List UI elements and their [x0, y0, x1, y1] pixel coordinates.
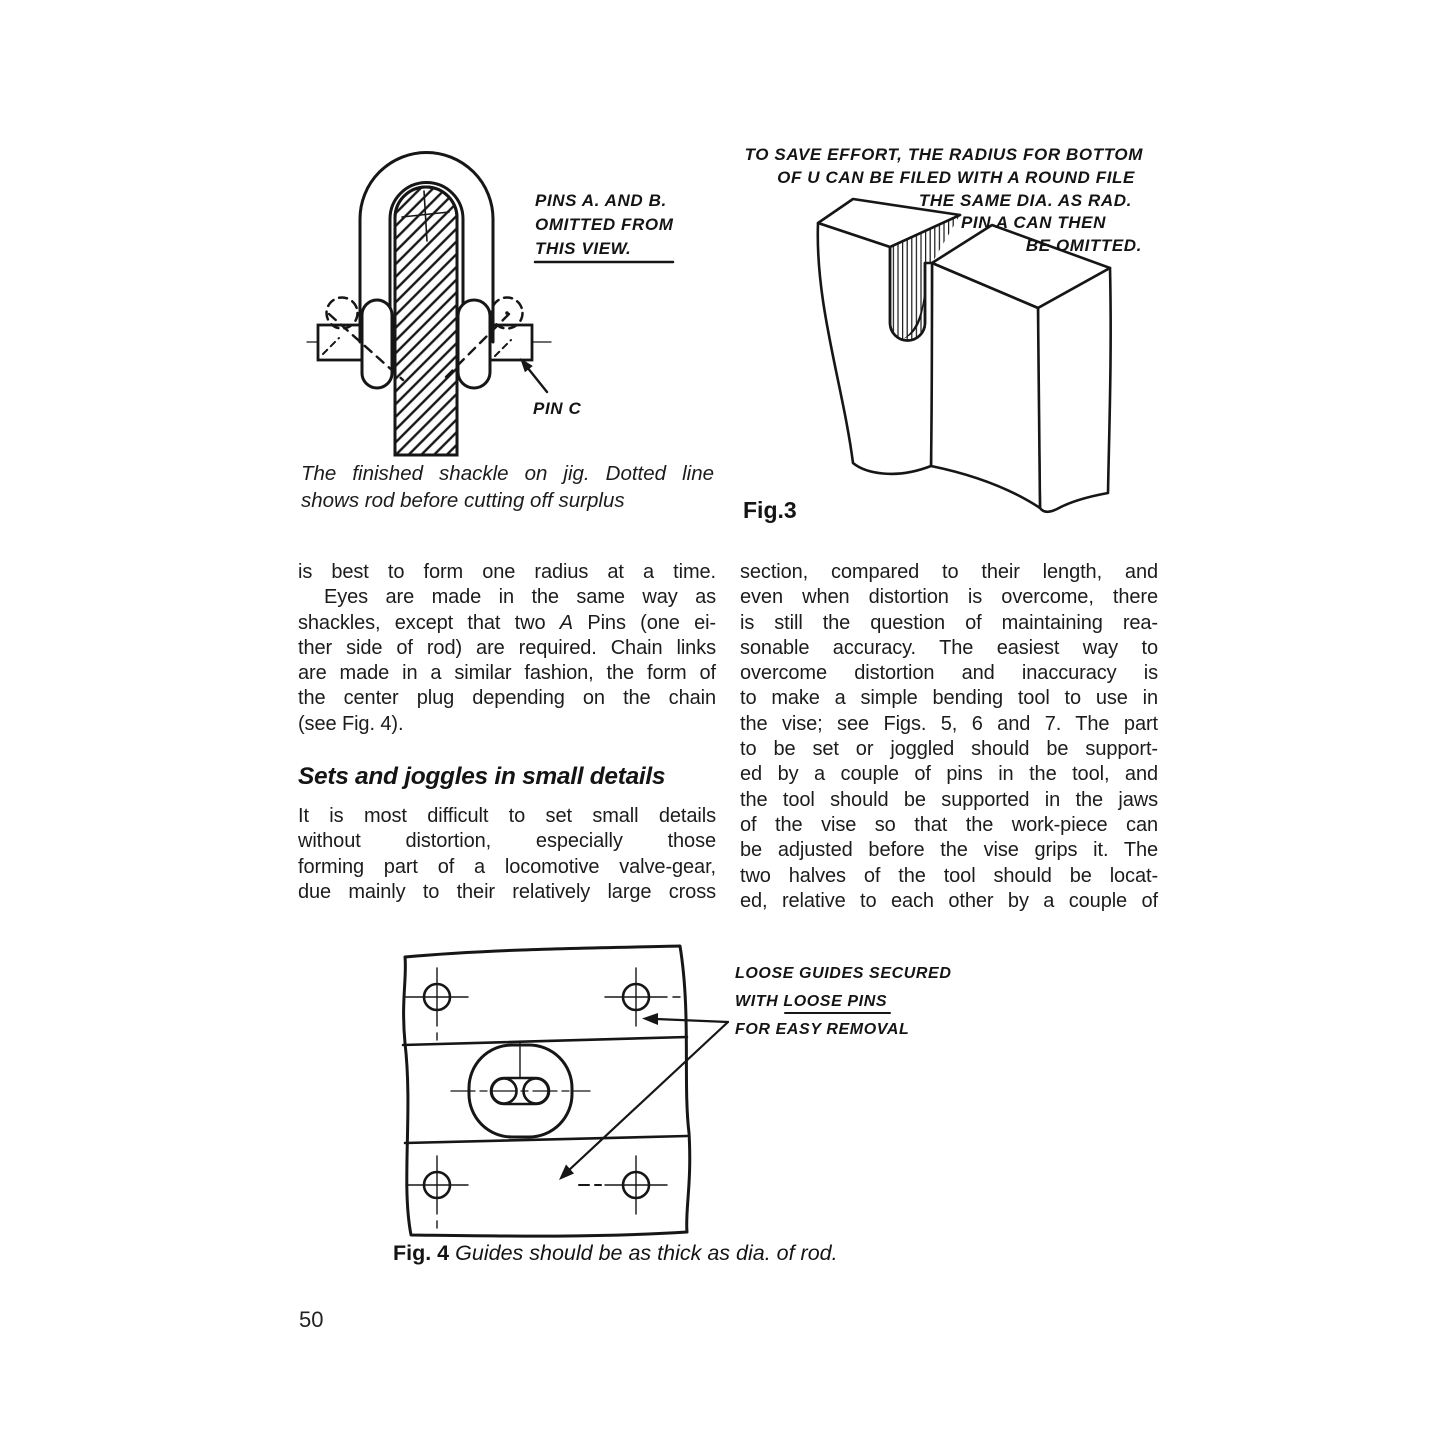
shackle-caption	[301, 461, 714, 514]
fig4-figure	[393, 933, 1125, 1265]
body-text-fragment: shackles, except that two	[298, 611, 560, 634]
fig3-note-line1: TO SAVE EFFORT, THE RADIUS FOR BOTTOM	[744, 145, 1143, 164]
body-line: forming part of a locomotive valve-gear,	[298, 855, 716, 878]
body-line	[298, 611, 716, 636]
body-line: the tool should be supported in the jaws	[740, 788, 1158, 811]
body-line: to make a simple bending tool to use in	[740, 687, 1158, 710]
pins-note-line2: OMITTED FROM	[535, 215, 674, 234]
body-line: It is most difficult to set small details	[298, 805, 716, 827]
body-text-fragment: A	[559, 611, 574, 634]
body-line: Eyes are made in the same way as	[324, 586, 716, 609]
page-number: 50	[299, 1307, 324, 1332]
fig3-note-line5: BE OMITTED.	[1025, 236, 1142, 255]
fig4-caption-number: Fig. 4	[393, 1241, 450, 1265]
body-line: sonable accuracy. The easiest way to	[740, 636, 1158, 659]
body-line: is best to form one radius at a time.	[298, 561, 716, 583]
fig4-caption-text: Guides should be as thick as dia. of rod.	[455, 1241, 838, 1265]
body-line: to be set or joggled should be support-	[740, 738, 1158, 761]
body-line: be adjusted before the vise grips it. The	[740, 839, 1158, 862]
fig3-figure	[735, 135, 1155, 535]
fig4-caption	[393, 1241, 838, 1266]
body-line: two halves of the tool should be locat-	[740, 864, 1158, 887]
fig3-label: Fig.3	[743, 497, 797, 523]
fig3-note-line2: OF U CAN BE FILED WITH A ROUND FILE	[777, 168, 1135, 187]
pins-note-line3: THIS VIEW.	[535, 239, 632, 258]
caption-line: The finished shackle on jig. Dotted line	[301, 462, 714, 485]
fig4-label-line2a: WITH	[735, 993, 784, 1010]
section-heading: Sets and joggles in small details	[298, 763, 666, 790]
body-line: the center plug depending on the chain	[298, 687, 716, 710]
fig4-label-line2	[735, 993, 887, 1010]
guide-plate-drawing	[403, 946, 890, 1236]
fig4-label-line3: FOR EASY REMOVAL	[735, 1021, 910, 1038]
body-line: ed by a couple of pins in the tool, and	[740, 763, 1158, 786]
body-line: (see Fig. 4).	[298, 712, 404, 735]
body-text-fragment: Pins (one ei-	[573, 611, 716, 634]
body-line: the vise; see Figs. 5, 6 and 7. The part	[740, 712, 1158, 735]
right-column	[740, 560, 1158, 914]
pins-note-line1: PINS A. AND B.	[535, 191, 667, 210]
body-line: ed, relative to each other by a couple of	[740, 889, 1158, 912]
body-line: due mainly to their relatively large cross	[298, 880, 716, 903]
caption-line: shows rod before cutting off surplus	[301, 488, 625, 512]
fig4-label-line1: LOOSE GUIDES SECURED	[735, 965, 952, 982]
body-line: overcome distortion and inaccuracy is	[740, 662, 1158, 685]
left-column	[298, 560, 716, 737]
pin-c-label: PIN C	[533, 399, 582, 418]
body-line: section, compared to their length, and	[740, 561, 1158, 583]
body-line: without distortion, especially those	[298, 830, 716, 853]
fig4-label-line2b: LOOSE PINS	[783, 993, 888, 1010]
body-line: even when distortion is overcome, there	[740, 586, 1158, 609]
body-line: ther side of rod) are required. Chain links	[298, 636, 716, 659]
body-line: are made in a similar fashion, the form of	[298, 662, 716, 685]
fig3-note-line3: THE SAME DIA. AS RAD.	[918, 191, 1132, 210]
fig3-note-line4: PIN A CAN THEN	[960, 213, 1106, 232]
left-column-continued	[298, 804, 716, 905]
body-line: of the vise so that the work-piece can	[740, 813, 1158, 836]
body-line: is still the question of maintaining rea-	[740, 611, 1158, 634]
